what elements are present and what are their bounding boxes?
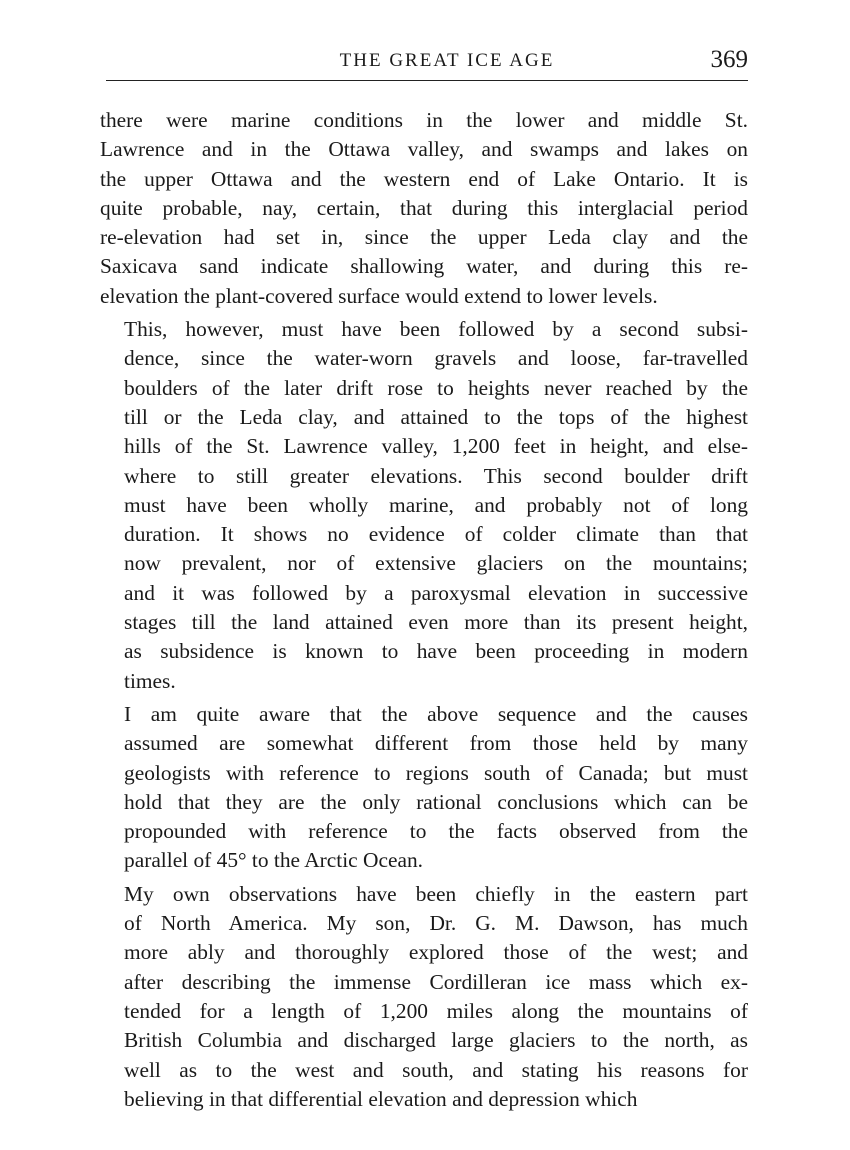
- text-line: where to still greater elevations. This second boulder drift: [124, 463, 748, 488]
- text-line: there were marine conditions in the lower and middle St.: [100, 108, 748, 132]
- text-line: assumed are somewhat different from those held by many: [124, 731, 748, 756]
- text-line: hills of the St. Lawrence valley, 1,200 feet in height, and else-: [124, 434, 748, 459]
- text-line: more ably and thoroughly explored those of the west; and: [124, 940, 748, 965]
- text-line: now prevalent, nor of extensive glaciers on the mountains;: [124, 551, 748, 576]
- text-line: of North America. My son, Dr. G. M. Dawson, has much: [124, 911, 748, 936]
- running-title: THE GREAT ICE AGE: [339, 50, 555, 71]
- text-line: British Columbia and discharged large glaciers to the north, as: [124, 1028, 748, 1053]
- text-line: and it was followed by a paroxysmal elevation in successive: [124, 580, 748, 605]
- text-line: till or the Leda clay, and attained to the tops of the highest: [124, 404, 748, 429]
- text-line: I am quite aware that the above sequence and the causes: [124, 701, 748, 726]
- text-line: Saxicava sand indicate shallowing water, and during this re-: [100, 254, 748, 279]
- text-line: believing in that differential elevation and depression which: [124, 1086, 638, 1111]
- text-line: dence, since the water-worn gravels and loose, far-travelled: [124, 346, 748, 371]
- text-line: times.: [124, 668, 176, 693]
- paragraph: [100, 700, 748, 876]
- text-line: after describing the immense Cordilleran ice mass which ex-: [124, 969, 748, 994]
- text-line: well as to the west and south, and stating his reasons for: [124, 1057, 748, 1082]
- running-head: [100, 40, 748, 80]
- text-line: propounded with reference to the facts observed from the: [124, 819, 748, 844]
- text-line: parallel of 45° to the Arctic Ocean.: [124, 848, 423, 873]
- text-line: tended for a length of 1,200 miles along the mountains of: [124, 998, 748, 1023]
- text-line: duration. It shows no evidence of colder climate than that: [124, 522, 748, 547]
- text-line: elevation the plant-covered surface would extend to lower levels.: [100, 283, 658, 308]
- text-line: This, however, must have been followed by a second subsi-: [124, 317, 748, 342]
- book-page: [100, 40, 748, 1118]
- paragraph: [100, 880, 748, 1114]
- text-line: hold that they are the only rational conclusions which can be: [124, 789, 748, 814]
- text-line: the upper Ottawa and the western end of Lake Ontario. It is: [100, 166, 748, 191]
- text-line: boulders of the later drift rose to heights never reached by the: [124, 375, 748, 400]
- paragraph: [100, 106, 748, 311]
- text-line: quite probable, nay, certain, that during this interglacial period: [100, 195, 748, 220]
- text-line: stages till the land attained even more than its present height,: [124, 610, 748, 635]
- text-line: My own observations have been chiefly in the eastern part: [124, 881, 748, 906]
- text-line: geologists with reference to regions south of Canada; but must: [124, 760, 748, 785]
- text-line: re-elevation had set in, since the upper Leda clay and the: [100, 225, 748, 250]
- page-number: 369: [710, 46, 748, 73]
- text-line: Lawrence and in the Ottawa valley, and swamps and lakes on: [100, 137, 748, 162]
- body-text: [100, 106, 748, 1114]
- text-line: must have been wholly marine, and probably not of long: [124, 492, 748, 517]
- header-rule: [106, 80, 748, 81]
- text-line: as subsidence is known to have been proceeding in modern: [124, 639, 748, 664]
- paragraph: [100, 315, 748, 696]
